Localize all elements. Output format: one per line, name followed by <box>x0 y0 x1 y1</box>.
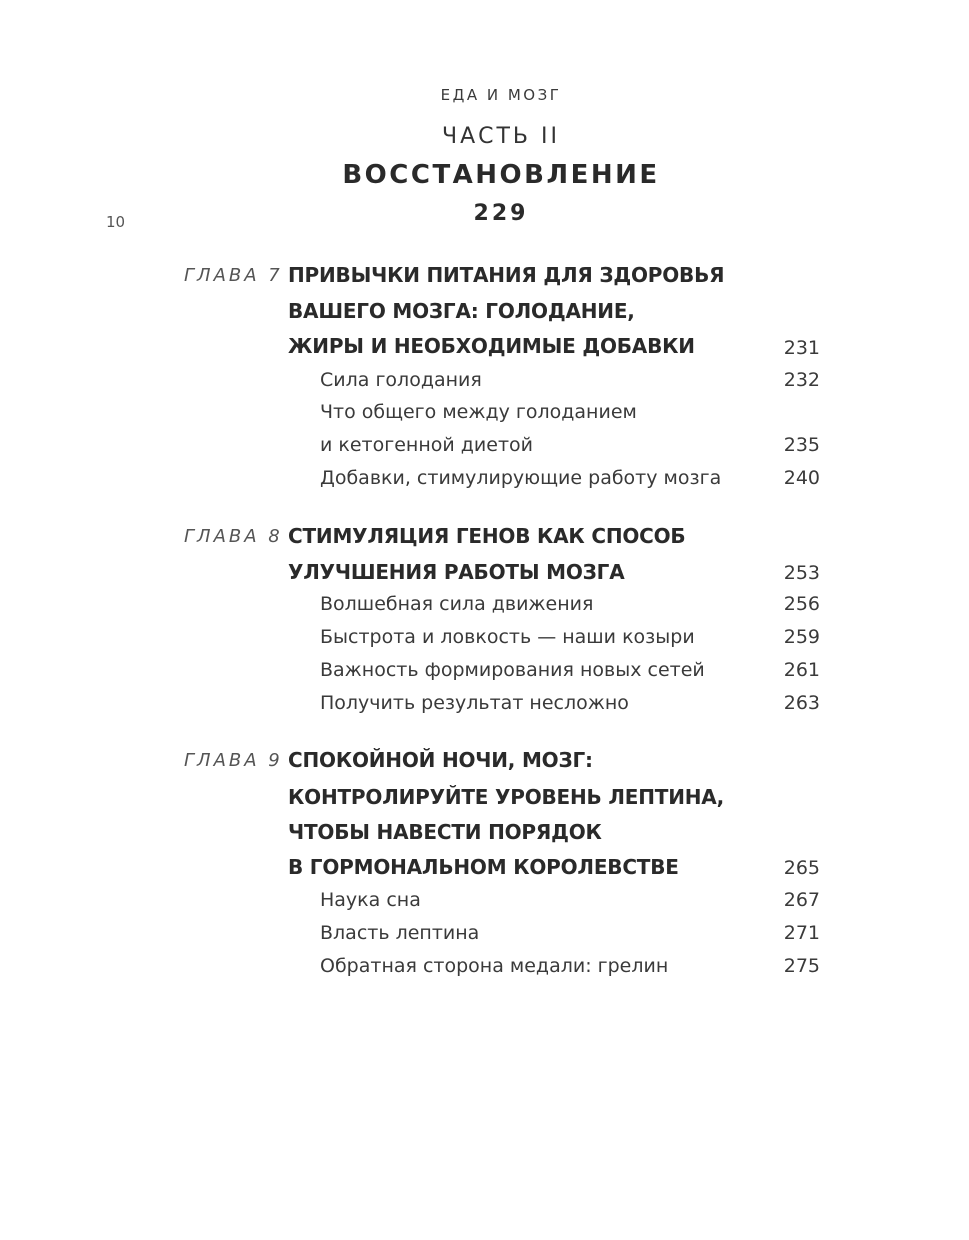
chapter-title-line[interactable]: УЛУЧШЕНИЯ РАБОТЫ МОЗГА <box>288 560 625 584</box>
section-title[interactable]: Быстрота и ловкость — наши козыри <box>320 626 695 648</box>
section-page-number: 256 <box>783 593 820 615</box>
chapter-title-line[interactable]: ВАШЕГО МОЗГА: ГОЛОДАНИЕ, <box>288 299 635 323</box>
chapter-title-line[interactable]: КОНТРОЛИРУЙТЕ УРОВЕНЬ ЛЕПТИНА, <box>288 785 724 809</box>
section-page-number: 261 <box>783 659 820 681</box>
section-title[interactable]: Наука сна <box>320 889 421 911</box>
chapter-title-line[interactable]: В ГОРМОНАЛЬНОМ КОРОЛЕВСТВЕ <box>288 855 679 879</box>
section-page-number: 235 <box>783 434 820 456</box>
section-title-continued[interactable]: и кетогенной диетой <box>320 434 533 456</box>
chapter-label: ГЛАВА 9 <box>184 750 283 771</box>
section-title[interactable]: Получить результат несложно <box>320 692 629 714</box>
chapter-label: ГЛАВА 7 <box>184 265 283 286</box>
folio-page-number: 10 <box>106 213 126 231</box>
chapter-title-line[interactable]: ПРИВЫЧКИ ПИТАНИЯ ДЛЯ ЗДОРОВЬЯ <box>288 263 725 287</box>
chapter-label: ГЛАВА 8 <box>184 526 283 547</box>
chapter-title-line[interactable]: ЧТОБЫ НАВЕСТИ ПОРЯДОК <box>288 820 602 844</box>
chapter-title-line[interactable]: ЖИРЫ И НЕОБХОДИМЫЕ ДОБАВКИ <box>288 334 695 358</box>
running-head: ЕДА И МОЗГ <box>440 86 562 104</box>
section-page-number: 271 <box>783 922 820 944</box>
section-page-number: 232 <box>783 369 820 391</box>
section-page-number: 259 <box>783 626 820 648</box>
chapter-title-line[interactable]: СПОКОЙНОЙ НОЧИ, МОЗГ: <box>288 748 593 772</box>
chapter-page-number: 265 <box>783 857 820 879</box>
section-page-number: 275 <box>783 955 820 977</box>
section-page-number: 263 <box>783 692 820 714</box>
section-title[interactable]: Важность формирования новых сетей <box>320 659 705 681</box>
section-title[interactable]: Добавки, стимулирующие работу мозга <box>320 467 722 489</box>
part-title: ВОССТАНОВЛЕНИЕ <box>342 160 660 190</box>
section-title[interactable]: Сила голодания <box>320 369 482 391</box>
section-page-number: 267 <box>783 889 820 911</box>
chapter-page-number: 253 <box>783 562 820 584</box>
section-page-number: 240 <box>783 467 820 489</box>
section-title[interactable]: Обратная сторона медали: грелин <box>320 955 669 977</box>
section-title[interactable]: Волшебная сила движения <box>320 593 594 615</box>
section-title[interactable]: Что общего между голоданием <box>320 401 637 423</box>
part-label: ЧАСТЬ II <box>442 124 560 149</box>
chapter-title-line[interactable]: СТИМУЛЯЦИЯ ГЕНОВ КАК СПОСОБ <box>288 524 686 548</box>
part-page-number: 229 <box>473 201 529 226</box>
section-title[interactable]: Власть лептина <box>320 922 480 944</box>
chapter-page-number: 231 <box>783 337 820 359</box>
